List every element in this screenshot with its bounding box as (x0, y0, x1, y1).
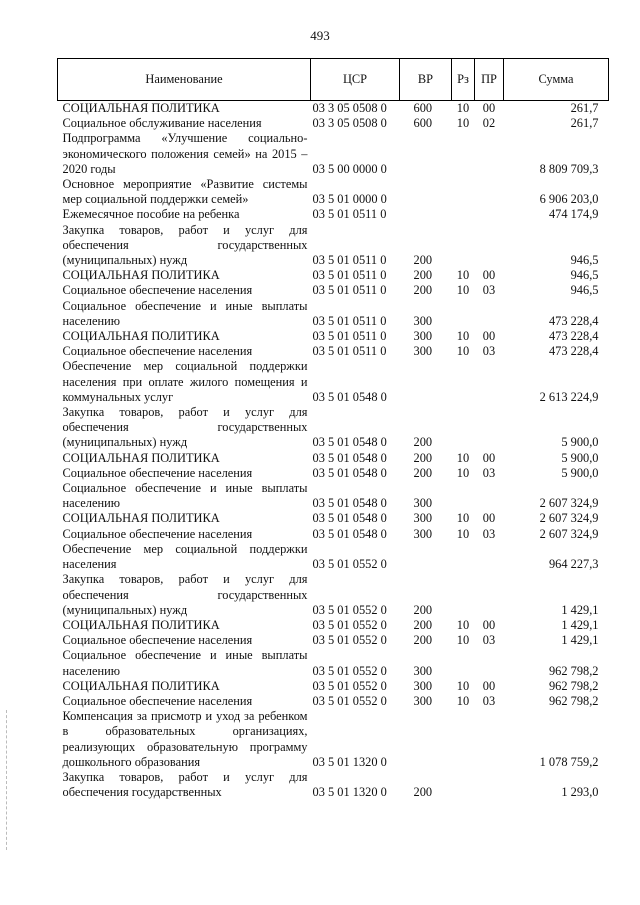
cell-vr: 600 (413, 116, 433, 131)
cell-name: Социальное обеспечение и иные выплаты населению (62, 481, 308, 511)
header-csr: ЦСР (311, 59, 400, 101)
table-row (58, 572, 609, 618)
cell-pr (475, 709, 504, 770)
cell-csr: 03 5 01 0552 0 (312, 633, 387, 648)
cell-name: СОЦИАЛЬНАЯ ПОЛИТИКА (62, 268, 220, 283)
table-row (58, 633, 609, 648)
cell-vr (400, 207, 452, 222)
cell-name: Подпрограмма «Улучшение социально-экономического положения семей» на 2015 – 2020 годы (62, 131, 308, 176)
table-row (58, 116, 609, 131)
table-body (58, 101, 609, 801)
cell-rz (452, 542, 475, 572)
cell-csr: 03 5 01 0548 0 (312, 435, 387, 450)
cell-vr: 300 (413, 496, 433, 511)
cell-sum: 473 228,4 (548, 344, 599, 359)
cell-pr (475, 207, 504, 222)
cell-vr (400, 542, 452, 572)
table-row (58, 709, 609, 770)
cell-sum: 261,7 (570, 101, 599, 115)
cell-sum: 1 429,1 (561, 602, 599, 617)
cell-pr: 03 (482, 633, 496, 648)
cell-rz (452, 223, 475, 269)
cell-sum: 2 607 324,9 (539, 511, 599, 526)
cell-csr: 03 5 01 0511 0 (312, 344, 387, 359)
table-row (58, 679, 609, 694)
table-header (58, 59, 609, 101)
cell-sum: 474 174,9 (548, 207, 599, 222)
header-pr: ПР (475, 59, 504, 101)
cell-rz (452, 299, 475, 329)
cell-rz: 10 (456, 101, 470, 115)
cell-pr: 03 (482, 465, 496, 480)
cell-pr (475, 481, 504, 511)
cell-csr: 03 5 01 0552 0 (312, 617, 387, 632)
table-row (58, 177, 609, 207)
cell-vr: 200 (413, 617, 433, 632)
cell-vr: 300 (413, 678, 433, 693)
cell-name: СОЦИАЛЬНАЯ ПОЛИТИКА (62, 450, 220, 465)
cell-sum: 5 900,0 (561, 435, 599, 450)
cell-pr (475, 572, 504, 618)
cell-csr: 03 3 05 0508 0 (312, 101, 387, 115)
cell-vr: 300 (413, 511, 433, 526)
cell-rz (452, 359, 475, 405)
cell-pr: 03 (482, 526, 496, 541)
cell-sum: 946,5 (570, 283, 599, 298)
cell-name: Закупка товаров, работ и услуг для обеспечения государственных (муниципальных) нужд (62, 222, 308, 268)
cell-csr: 03 5 01 0552 0 (312, 602, 387, 617)
cell-name: СОЦИАЛЬНАЯ ПОЛИТИКА (62, 101, 220, 115)
cell-pr (475, 299, 504, 329)
cell-vr: 200 (413, 450, 433, 465)
table-row (58, 770, 609, 800)
cell-csr: 03 5 01 0511 0 (312, 268, 387, 283)
cell-rz: 10 (456, 283, 470, 298)
cell-name: Социальное обеспечение и иные выплаты населению (62, 298, 308, 328)
cell-rz: 10 (456, 617, 470, 632)
table-row (58, 283, 609, 298)
cell-pr (475, 359, 504, 405)
cell-sum: 962 798,2 (548, 663, 599, 678)
cell-vr (400, 359, 452, 405)
table-row (58, 451, 609, 466)
cell-sum: 964 227,3 (548, 557, 599, 572)
cell-name: Социальное обеспечение населения (62, 465, 253, 480)
header-sum: Сумма (504, 59, 609, 101)
cell-rz (452, 572, 475, 618)
cell-csr: 03 5 01 0552 0 (312, 663, 387, 678)
cell-rz (452, 177, 475, 207)
cell-pr: 00 (482, 268, 496, 283)
cell-name: СОЦИАЛЬНАЯ ПОЛИТИКА (62, 511, 220, 526)
cell-pr: 00 (482, 450, 496, 465)
cell-vr: 200 (413, 253, 433, 268)
header-name: Наименование (58, 59, 311, 101)
table-row (58, 359, 609, 405)
cell-csr: 03 5 01 0511 0 (312, 313, 387, 328)
cell-rz (452, 709, 475, 770)
cell-sum: 946,5 (570, 253, 599, 268)
margin-marks (6, 710, 7, 850)
cell-sum: 5 900,0 (561, 465, 599, 480)
cell-sum: 1 429,1 (561, 633, 599, 648)
cell-rz (452, 207, 475, 222)
cell-sum: 473 228,4 (548, 313, 599, 328)
cell-csr: 03 5 01 0548 0 (312, 496, 387, 511)
cell-rz (452, 131, 475, 177)
cell-vr: 200 (413, 283, 433, 298)
cell-rz: 10 (456, 633, 470, 648)
cell-rz (452, 481, 475, 511)
cell-name: Социальное обеспечение населения (62, 344, 253, 359)
cell-pr: 00 (482, 617, 496, 632)
cell-vr: 300 (413, 693, 433, 708)
table-row (58, 299, 609, 329)
cell-rz: 10 (456, 526, 470, 541)
table-row (58, 466, 609, 481)
table-row (58, 648, 609, 678)
table-row (58, 344, 609, 359)
cell-pr (475, 223, 504, 269)
cell-name: Основное мероприятие «Развитие системы мер социальной поддержки семей» (62, 177, 308, 207)
header-vr: ВР (400, 59, 452, 101)
cell-sum: 8 809 709,3 (539, 161, 599, 176)
table-row (58, 694, 609, 709)
header-rz: Рз (452, 59, 475, 101)
cell-vr: 200 (413, 465, 433, 480)
cell-sum: 946,5 (570, 268, 599, 283)
cell-name: Социальное обеспечение населения (62, 693, 253, 708)
cell-sum: 5 900,0 (561, 450, 599, 465)
cell-csr: 03 5 01 0552 0 (312, 693, 387, 708)
cell-csr: 03 5 01 0511 0 (312, 253, 387, 268)
cell-pr: 03 (482, 283, 496, 298)
cell-sum: 1 078 759,2 (539, 754, 599, 769)
cell-rz: 10 (456, 511, 470, 526)
cell-rz: 10 (456, 678, 470, 693)
cell-name: Социальное обеспечение населения (62, 633, 253, 648)
cell-vr (400, 177, 452, 207)
table-row (58, 329, 609, 344)
cell-vr (400, 131, 452, 177)
cell-sum: 6 906 203,0 (539, 192, 599, 207)
cell-vr: 300 (413, 313, 433, 328)
cell-rz: 10 (456, 465, 470, 480)
cell-vr: 600 (413, 101, 433, 115)
cell-csr: 03 5 01 1320 0 (312, 785, 387, 800)
cell-pr: 03 (482, 344, 496, 359)
cell-sum: 2 607 324,9 (539, 496, 599, 511)
cell-csr: 03 3 05 0508 0 (312, 116, 387, 131)
cell-vr: 200 (413, 633, 433, 648)
cell-name: Социальное обеспечение и иные выплаты населению (62, 648, 308, 678)
cell-name: Закупка товаров, работ и услуг для обеспечения государственных (муниципальных) нужд (62, 405, 308, 450)
table-row (58, 511, 609, 526)
table-row (58, 542, 609, 572)
cell-name: СОЦИАЛЬНАЯ ПОЛИТИКА (62, 329, 220, 344)
cell-csr: 03 5 01 0548 0 (312, 526, 387, 541)
cell-rz: 10 (456, 450, 470, 465)
cell-sum: 1 293,0 (561, 785, 599, 800)
cell-pr (475, 177, 504, 207)
cell-sum: 2 613 224,9 (539, 389, 599, 404)
cell-name: СОЦИАЛЬНАЯ ПОЛИТИКА (62, 678, 220, 693)
cell-name: Ежемесячное пособие на ребенка (62, 207, 240, 222)
cell-vr: 200 (413, 435, 433, 450)
cell-pr (475, 405, 504, 451)
cell-rz: 10 (456, 116, 470, 131)
cell-name: Закупка товаров, работ и услуг для обеспечения государственных (62, 769, 308, 800)
cell-name: Обеспечение мер социальной поддержки населения (62, 541, 308, 572)
cell-vr: 200 (413, 602, 433, 617)
cell-rz: 10 (456, 693, 470, 708)
cell-csr: 03 5 01 0548 0 (312, 465, 387, 480)
cell-sum: 261,7 (570, 116, 599, 131)
cell-sum: 473 228,4 (548, 329, 599, 344)
page-number: 493 (310, 28, 330, 43)
cell-csr: 03 5 01 0000 0 (312, 192, 387, 207)
cell-name: СОЦИАЛЬНАЯ ПОЛИТИКА (62, 617, 220, 632)
cell-rz: 10 (456, 344, 470, 359)
table-row (58, 618, 609, 633)
cell-name: Компенсация за присмотр и уход за ребенком в образовательных организациях, реализующих образовательную программу дошкольного образования (62, 709, 308, 769)
table-row (58, 101, 609, 117)
cell-csr: 03 5 01 1320 0 (312, 754, 387, 769)
cell-csr: 03 5 01 0511 0 (312, 329, 387, 344)
cell-sum: 962 798,2 (548, 678, 599, 693)
cell-pr (475, 131, 504, 177)
table-row (58, 481, 609, 511)
cell-pr: 00 (482, 678, 496, 693)
cell-name: Социальное обслуживание населения (62, 116, 262, 131)
table-row (58, 405, 609, 451)
table-row (58, 268, 609, 283)
table-row (58, 527, 609, 542)
cell-csr: 03 5 01 0552 0 (312, 557, 387, 572)
cell-csr: 03 5 00 0000 0 (312, 161, 387, 176)
cell-vr (400, 709, 452, 770)
cell-sum: 2 607 324,9 (539, 526, 599, 541)
budget-table (57, 58, 609, 800)
cell-rz: 10 (456, 268, 470, 283)
cell-name: Социальное обеспечение населения (62, 283, 253, 298)
cell-pr: 00 (482, 101, 496, 115)
cell-csr: 03 5 01 0552 0 (312, 678, 387, 693)
table-row (58, 223, 609, 269)
cell-rz (452, 648, 475, 678)
cell-vr: 200 (413, 268, 433, 283)
cell-name: Обеспечение мер социальной поддержки населения при оплате жилого помещения и коммунальных услуг (62, 359, 308, 404)
cell-csr: 03 5 01 0548 0 (312, 511, 387, 526)
cell-vr: 300 (413, 344, 433, 359)
budget-table-container (57, 58, 608, 800)
cell-sum: 962 798,2 (548, 693, 599, 708)
cell-vr: 300 (413, 663, 433, 678)
cell-pr: 02 (482, 116, 496, 131)
table-row (58, 131, 609, 177)
cell-csr: 03 5 01 0548 0 (312, 450, 387, 465)
cell-pr: 03 (482, 693, 496, 708)
cell-pr: 00 (482, 329, 496, 344)
cell-vr: 300 (413, 526, 433, 541)
cell-csr: 03 5 01 0548 0 (312, 389, 387, 404)
cell-pr (475, 648, 504, 678)
cell-vr: 200 (413, 785, 433, 800)
cell-rz (452, 405, 475, 451)
cell-csr: 03 5 01 0511 0 (312, 207, 387, 222)
cell-rz (452, 770, 475, 800)
cell-pr (475, 542, 504, 572)
cell-vr: 300 (413, 329, 433, 344)
cell-name: Закупка товаров, работ и услуг для обеспечения государственных (муниципальных) нужд (62, 572, 308, 617)
table-row (58, 207, 609, 222)
cell-csr: 03 5 01 0511 0 (312, 283, 387, 298)
cell-name: Социальное обеспечение населения (62, 526, 253, 541)
cell-pr: 00 (482, 511, 496, 526)
cell-rz: 10 (456, 329, 470, 344)
cell-sum: 1 429,1 (561, 617, 599, 632)
cell-pr (475, 770, 504, 800)
